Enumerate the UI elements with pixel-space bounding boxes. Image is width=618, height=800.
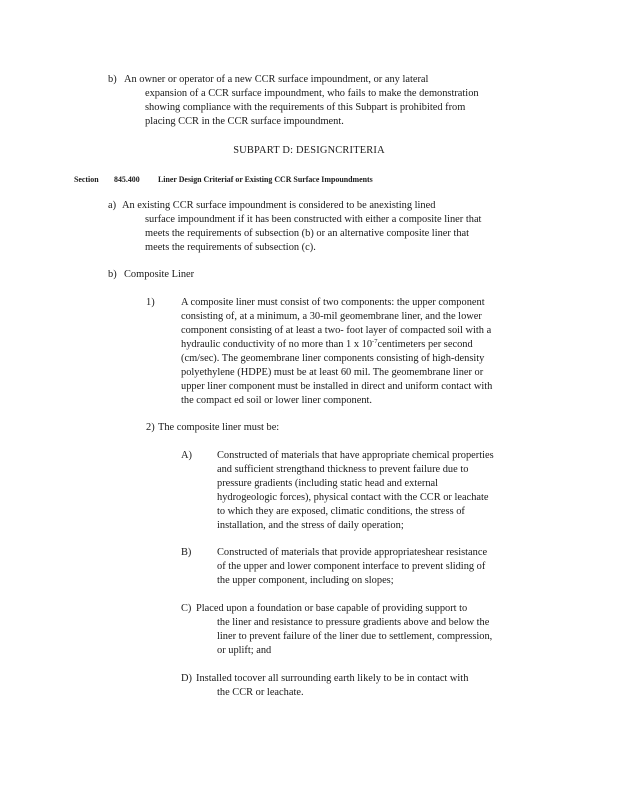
text-line: the liner and resistance to pressure gradients above and below the: [217, 617, 490, 628]
item-A-label: A): [181, 450, 192, 461]
text-fragment: centimeters per second: [377, 339, 473, 350]
item-B-body: [217, 546, 487, 588]
item-B-label: B): [181, 547, 192, 558]
item-b2-title: The composite liner must be:: [158, 422, 280, 433]
text-line: Constructed of materials that provide appropriateshear resistance: [217, 547, 488, 558]
exponent: -7: [372, 338, 378, 345]
item-b-title: Composite Liner: [124, 269, 195, 280]
text-line: of the upper and lower component interface to prevent sliding of: [217, 561, 486, 572]
item-C-body: [217, 616, 492, 658]
item-b2-label: 2): [146, 422, 155, 433]
text-line: or uplift; and: [217, 645, 272, 656]
text-line: the upper component, including on slopes;: [217, 575, 394, 586]
text-line: installation, and the stress of daily operation;: [217, 520, 404, 531]
item-a-label: a): [108, 200, 117, 211]
item-b-label: b): [108, 269, 117, 280]
item-C-label: C): [181, 603, 192, 614]
item-C-first-line: Placed upon a foundation or base capable of providing support to: [196, 603, 468, 614]
section-label: Section: [74, 174, 99, 184]
intro-paragraph-first-line: An owner or operator of a new CCR surface impoundment, or any lateral: [124, 74, 429, 85]
text-line: A composite liner must consist of two components: the upper component: [181, 297, 485, 308]
text-line: hydrogeologic forces), physical contact with the CCR or leachate: [217, 492, 489, 503]
text-line: polyethylene (HDPE) must be at least 60 mil. The geomembrane liner or: [181, 367, 484, 378]
text-line: surface impoundment if it has been constructed with either a composite liner that: [145, 214, 482, 225]
text-line: [181, 338, 492, 352]
text-line: component consisting of at least a two- foot layer of compacted soil with a: [181, 325, 492, 336]
item-a-first-line: An existing CCR surface impoundment is considered to be anexisting lined: [122, 200, 436, 211]
text-line: upper liner component must be installed in direct and uniform contact with: [181, 381, 493, 392]
intro-paragraph-label: b): [108, 74, 117, 85]
text-line: the compact ed soil or lower liner component.: [181, 395, 373, 406]
text-line: pressure gradients (including static head and external: [217, 478, 439, 489]
text-line: the CCR or leachate.: [217, 687, 304, 698]
text-line: (cm/sec). The geomembrane liner components consisting of high-density: [181, 353, 485, 364]
item-b1-body: [181, 296, 492, 408]
item-D-label: D): [181, 673, 192, 684]
text-line: placing CCR in the CCR surface impoundment.: [145, 116, 344, 127]
text-line: meets the requirements of subsection (b) or an alternative composite liner that: [145, 228, 470, 239]
text-line: consisting of, at a minimum, a 30-mil geomembrane liner, and the lower: [181, 311, 482, 322]
text-line: meets the requirements of subsection (c).: [145, 242, 316, 253]
text-line: expansion of a CCR surface impoundment, who fails to make the demonstration: [145, 88, 479, 99]
section-number: 845.400: [114, 174, 140, 184]
item-D-first-line: Installed tocover all surrounding earth likely to be in contact with: [196, 673, 469, 684]
item-a-body: [145, 213, 481, 255]
text-line: to which they are exposed, climatic conditions, the stress of: [217, 506, 465, 517]
text-line: showing compliance with the requirements of this Subpart is prohibited from: [145, 102, 466, 113]
item-b1-label: 1): [146, 297, 155, 308]
text-line: liner to prevent failure of the liner due to settlement, compression,: [217, 631, 493, 642]
item-A-body: [217, 449, 494, 533]
intro-paragraph-body: [145, 87, 479, 129]
text-fragment: hydraulic conductivity of no more than 1 x 10: [181, 339, 373, 350]
section-title: Liner Design Criteriaf or Existing CCR Surface Impoundments: [158, 174, 373, 184]
item-D-body: [217, 686, 304, 700]
text-line: and sufficient strengthand thickness to prevent failure due to: [217, 464, 469, 475]
subpart-heading: SUBPART D: DESIGNCRITERIA: [233, 145, 385, 156]
text-line: Constructed of materials that have appropriate chemical properties: [217, 450, 494, 461]
